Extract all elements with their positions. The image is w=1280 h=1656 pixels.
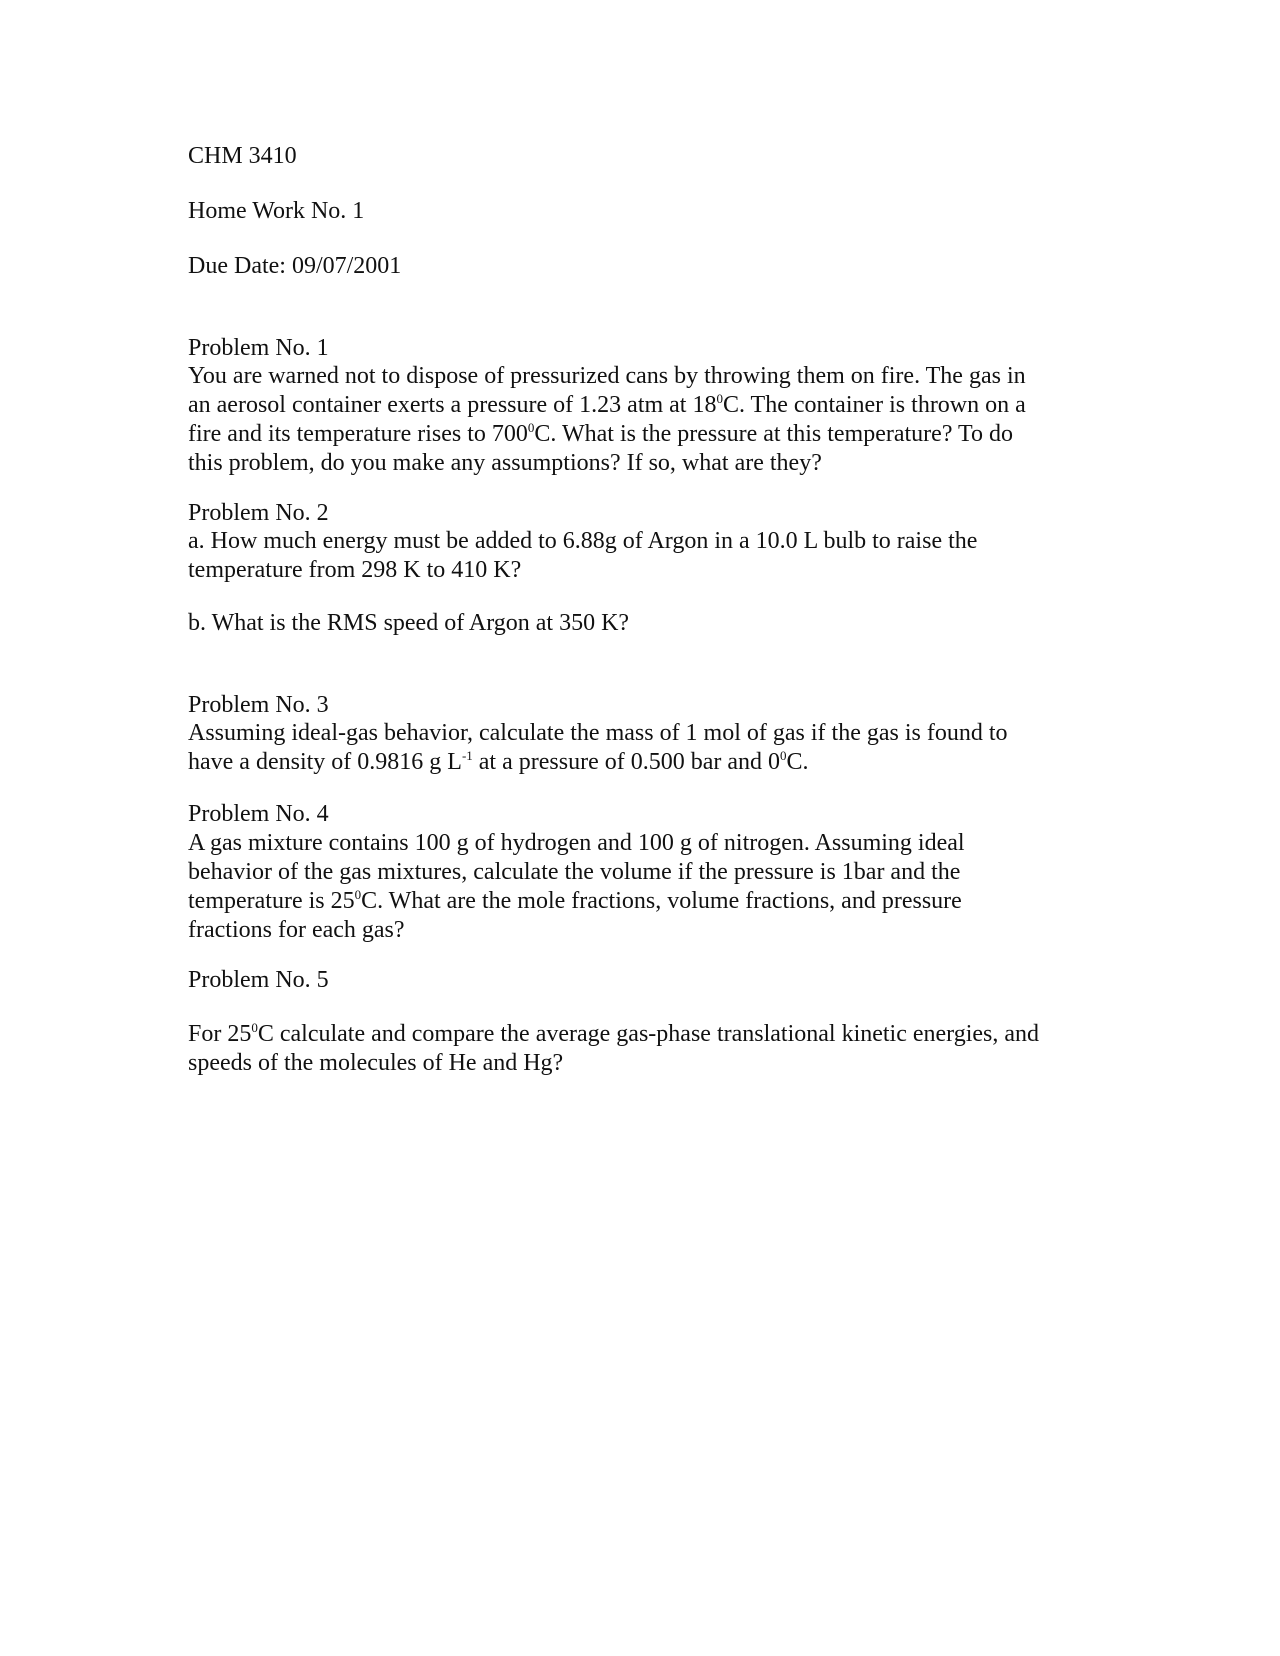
assignment-title: Home Work No. 1 — [188, 198, 365, 224]
problem-4-title: Problem No. 4 — [188, 801, 329, 827]
course-code: CHM 3410 — [188, 143, 297, 169]
problem-5-title: Problem No. 5 — [188, 967, 329, 993]
problem-4-line-3: temperature is $25^0C$. What are the mole fractions, volume fractions, and pressure — [188, 887, 962, 914]
problem-3-line-1: Assuming ideal-gas behavior, calculate the mass of 1 mol of gas if the gas is found to — [188, 720, 1008, 746]
problem-1-text — [188, 362, 1088, 478]
problem-2-line-1: a. How much energy must be added to 6.88g of Argon in a 10.0 L bulb to raise the — [188, 528, 978, 554]
problem-2-line-2: temperature from 298 K to 410 K? — [188, 557, 522, 583]
problem-2-title: Problem No. 2 — [188, 500, 329, 526]
problem-3-text — [188, 719, 1088, 777]
problem-5-line-1: For $25^0C$ calculate and compare the average gas-phase translational kinetic energies, and — [188, 1020, 1040, 1047]
problem-5-text — [188, 1020, 1088, 1078]
problem-3-title: Problem No. 3 — [188, 692, 329, 718]
problem-1-line-3: fire and its temperature rises to $700^0C$. What is the pressure at this temperature? To do — [188, 420, 1014, 447]
problem-4-line-4: fractions for each gas? — [188, 917, 405, 943]
problem-4-line-2: behavior of the gas mixtures, calculate the volume if the pressure is 1bar and the — [188, 859, 961, 885]
problem-1-line-4: this problem, do you make any assumptions? If so, what are they? — [188, 450, 822, 476]
problem-2a-text — [188, 527, 1088, 585]
problem-5-line-2: speeds of the molecules of He and Hg? — [188, 1050, 564, 1076]
problem-1-title: Problem No. 1 — [188, 335, 329, 361]
problem-4-text — [188, 829, 1088, 945]
problem-3-line-2: have a density of 0.9816 g $L^{-1}$ at a pressure of 0.500 bar and $0^0C$. — [188, 748, 809, 775]
problem-1-line-2: an aerosol container exerts a pressure of 1.23 atm at $18^0C$. The container is thrown on a — [188, 391, 1026, 418]
due-date: Due Date: 09/07/2001 — [188, 253, 402, 279]
problem-1-line-1: You are warned not to dispose of pressurized cans by throwing them on fire. The gas in — [188, 363, 1026, 389]
problem-4-line-1: A gas mixture contains 100 g of hydrogen and 100 g of nitrogen. Assuming ideal — [188, 830, 965, 856]
problem-2b-text: b. What is the RMS speed of Argon at 350 K? — [188, 610, 630, 636]
